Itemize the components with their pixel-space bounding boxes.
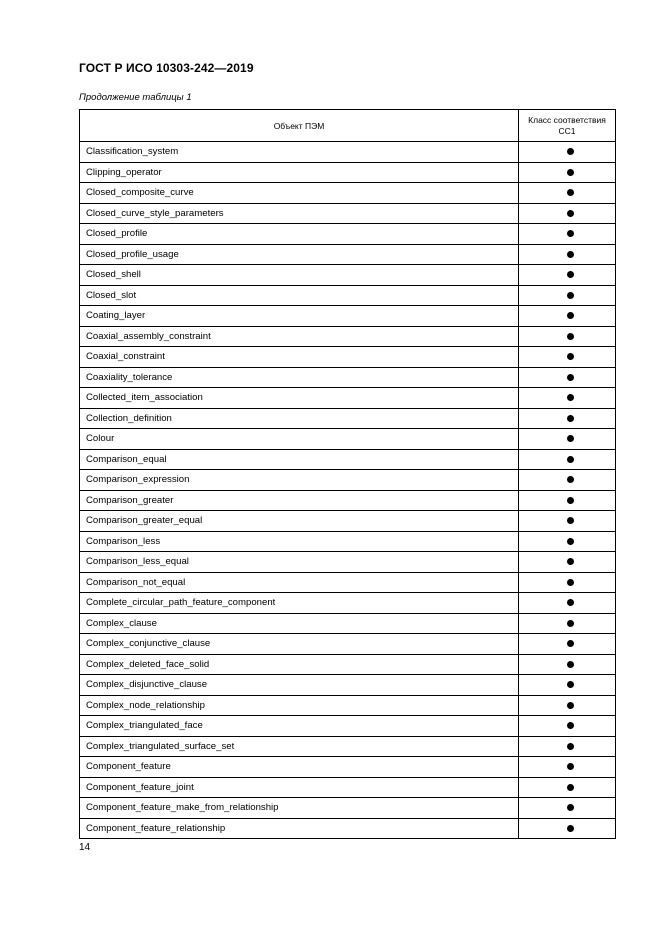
object-name-cell: Comparison_less_equal [80, 552, 519, 573]
cc1-cell [519, 326, 616, 347]
bullet-icon [567, 456, 574, 463]
bullet-icon [567, 230, 574, 237]
object-name-cell: Component_feature [80, 757, 519, 778]
document-header: ГОСТ Р ИСО 10303-242—2019 [79, 61, 254, 75]
object-name-cell: Comparison_equal [80, 449, 519, 470]
table-row [80, 736, 616, 757]
object-name-cell: Closed_slot [80, 285, 519, 306]
object-name-cell: Collection_definition [80, 408, 519, 429]
table-row [80, 695, 616, 716]
table-row [80, 183, 616, 204]
bullet-icon [567, 251, 574, 258]
cc1-cell [519, 162, 616, 183]
cc1-cell [519, 654, 616, 675]
object-name-cell: Complex_clause [80, 613, 519, 634]
bullet-icon [567, 640, 574, 647]
table-caption: Продолжение таблицы 1 [79, 92, 192, 103]
cc1-cell [519, 675, 616, 696]
cc1-cell [519, 265, 616, 286]
object-name-cell: Component_feature_joint [80, 777, 519, 798]
bullet-icon [567, 169, 574, 176]
conformance-table [79, 109, 616, 839]
bullet-icon [567, 210, 574, 217]
cc1-cell [519, 593, 616, 614]
cc1-cell [519, 429, 616, 450]
bullet-icon [567, 374, 574, 381]
object-name-cell: Closed_profile_usage [80, 244, 519, 265]
table-row [80, 224, 616, 245]
object-name-cell: Complex_triangulated_surface_set [80, 736, 519, 757]
cc1-cell [519, 634, 616, 655]
bullet-icon [567, 333, 574, 340]
object-name-cell: Comparison_greater [80, 490, 519, 511]
cc1-cell [519, 531, 616, 552]
object-name-cell: Complex_deleted_face_solid [80, 654, 519, 675]
bullet-icon [567, 620, 574, 627]
object-name-cell: Closed_composite_curve [80, 183, 519, 204]
cc1-cell [519, 470, 616, 491]
bullet-icon [567, 292, 574, 299]
table-row [80, 511, 616, 532]
cc1-cell [519, 244, 616, 265]
bullet-icon [567, 148, 574, 155]
object-name-cell: Clipping_operator [80, 162, 519, 183]
bullet-icon [567, 702, 574, 709]
cc1-cell [519, 552, 616, 573]
table-row [80, 572, 616, 593]
cc1-cell [519, 367, 616, 388]
object-name-cell: Complex_conjunctive_clause [80, 634, 519, 655]
object-name-cell: Coating_layer [80, 306, 519, 327]
cc1-cell [519, 224, 616, 245]
object-name-cell: Comparison_not_equal [80, 572, 519, 593]
object-name-cell: Closed_shell [80, 265, 519, 286]
bullet-icon [567, 681, 574, 688]
object-name-cell: Coaxial_assembly_constraint [80, 326, 519, 347]
table-row [80, 162, 616, 183]
bullet-icon [567, 394, 574, 401]
table-row [80, 429, 616, 450]
table-row [80, 798, 616, 819]
cc1-cell [519, 798, 616, 819]
table-row [80, 818, 616, 839]
bullet-icon [567, 804, 574, 811]
cc1-cell [519, 511, 616, 532]
bullet-icon [567, 599, 574, 606]
cc1-cell [519, 490, 616, 511]
column-header-object: Объект ПЭМ [80, 110, 519, 142]
table-row [80, 367, 616, 388]
object-name-cell: Collected_item_association [80, 388, 519, 409]
table-row [80, 654, 616, 675]
object-name-cell: Comparison_less [80, 531, 519, 552]
cc1-cell [519, 818, 616, 839]
table-row [80, 716, 616, 737]
table-row [80, 470, 616, 491]
bullet-icon [567, 825, 574, 832]
table-row [80, 531, 616, 552]
table-body [80, 142, 616, 839]
table-row [80, 265, 616, 286]
cc1-cell [519, 736, 616, 757]
table-row [80, 593, 616, 614]
bullet-icon [567, 497, 574, 504]
table-row [80, 675, 616, 696]
cc1-cell [519, 716, 616, 737]
table-row [80, 449, 616, 470]
bullet-icon [567, 558, 574, 565]
object-name-cell: Comparison_expression [80, 470, 519, 491]
bullet-icon [567, 579, 574, 586]
bullet-icon [567, 538, 574, 545]
table-row [80, 490, 616, 511]
bullet-icon [567, 784, 574, 791]
cc1-cell [519, 347, 616, 368]
column-header-conformance-class [519, 110, 616, 142]
object-name-cell: Component_feature_relationship [80, 818, 519, 839]
table-row [80, 777, 616, 798]
bullet-icon [567, 763, 574, 770]
table-row [80, 613, 616, 634]
bullet-icon [567, 189, 574, 196]
table-header-row [80, 110, 616, 142]
cc1-cell [519, 695, 616, 716]
bullet-icon [567, 661, 574, 668]
bullet-icon [567, 312, 574, 319]
cc1-cell [519, 142, 616, 163]
bullet-icon [567, 743, 574, 750]
bullet-icon [567, 353, 574, 360]
table-row [80, 347, 616, 368]
object-name-cell: Coaxiality_tolerance [80, 367, 519, 388]
cc1-cell [519, 408, 616, 429]
table-row [80, 552, 616, 573]
object-name-cell: Complex_node_relationship [80, 695, 519, 716]
bullet-icon [567, 476, 574, 483]
cc1-cell [519, 757, 616, 778]
object-name-cell: Comparison_greater_equal [80, 511, 519, 532]
object-name-cell: Closed_profile [80, 224, 519, 245]
cc1-cell [519, 306, 616, 327]
table-row [80, 757, 616, 778]
table-row [80, 634, 616, 655]
bullet-icon [567, 271, 574, 278]
column-header-class-label: Класс соответствия [528, 114, 606, 125]
bullet-icon [567, 722, 574, 729]
cc1-cell [519, 183, 616, 204]
bullet-icon [567, 517, 574, 524]
table-row [80, 203, 616, 224]
object-name-cell: Component_feature_make_from_relationship [80, 798, 519, 819]
cc1-cell [519, 449, 616, 470]
cc1-cell [519, 203, 616, 224]
table-row [80, 142, 616, 163]
column-header-cc1-label: CC1 [558, 125, 576, 136]
table-row [80, 326, 616, 347]
cc1-cell [519, 388, 616, 409]
table-row [80, 285, 616, 306]
object-name-cell: Classification_system [80, 142, 519, 163]
cc1-cell [519, 777, 616, 798]
table-row [80, 306, 616, 327]
object-name-cell: Coaxial_constraint [80, 347, 519, 368]
cc1-cell [519, 285, 616, 306]
bullet-icon [567, 415, 574, 422]
object-name-cell: Complete_circular_path_feature_component [80, 593, 519, 614]
table-row [80, 244, 616, 265]
bullet-icon [567, 435, 574, 442]
object-name-cell: Complex_triangulated_face [80, 716, 519, 737]
object-name-cell: Complex_disjunctive_clause [80, 675, 519, 696]
page-number: 14 [79, 842, 91, 853]
object-name-cell: Colour [80, 429, 519, 450]
cc1-cell [519, 613, 616, 634]
table-row [80, 408, 616, 429]
cc1-cell [519, 572, 616, 593]
table-row [80, 388, 616, 409]
object-name-cell: Closed_curve_style_parameters [80, 203, 519, 224]
